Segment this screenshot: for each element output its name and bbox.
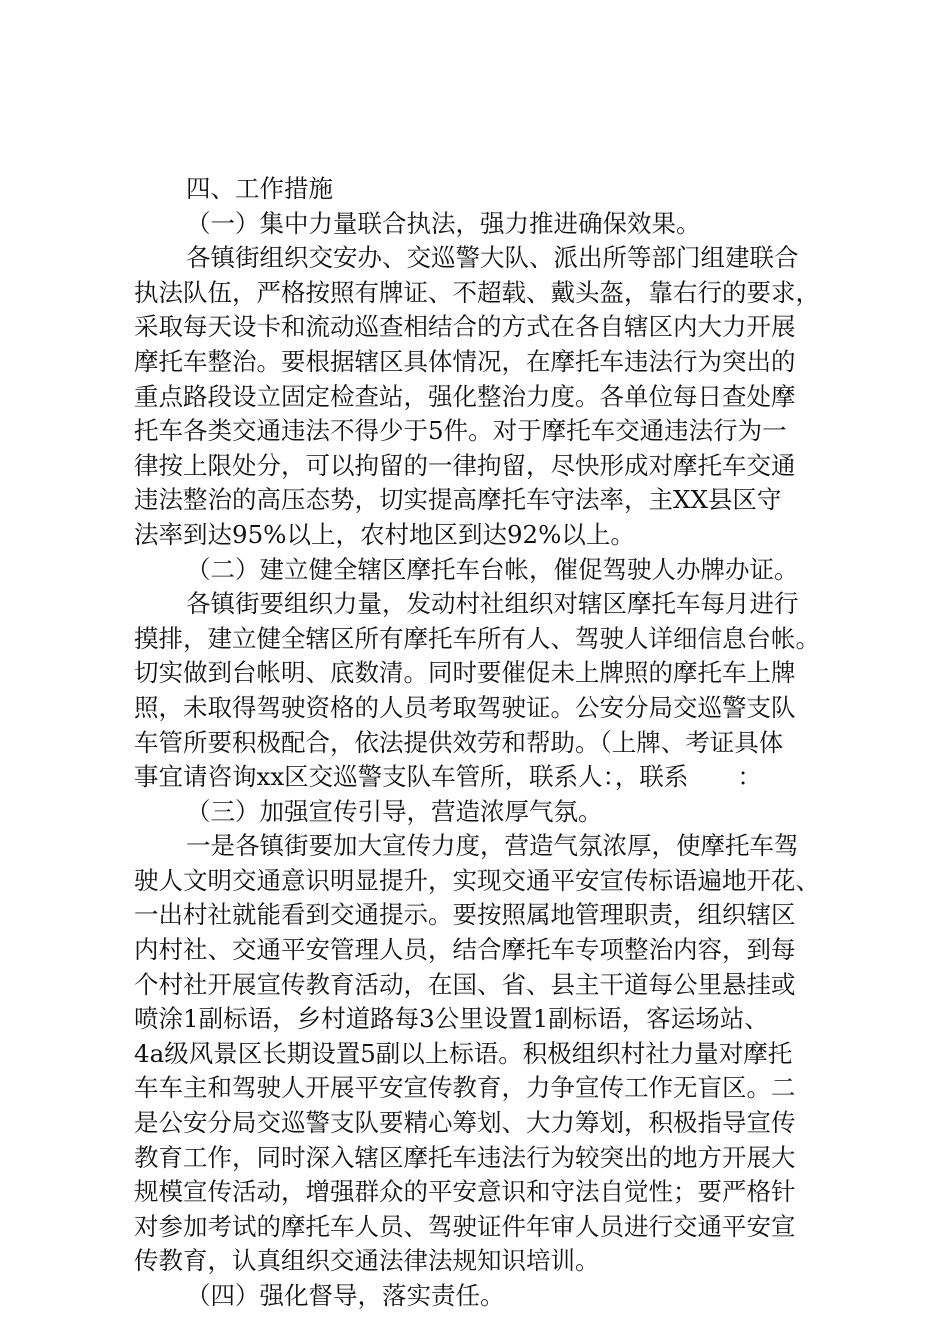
paragraph-line: 执法队伍，严格按照有牌证、不超载、戴头盔，靠右行的要求，	[134, 277, 820, 307]
paragraph-line-indented: 各镇街要组织力量，发动村社组织对辖区摩托车每月进行	[186, 589, 799, 619]
paragraph-line: 采取每天设卡和流动巡查相结合的方式在各自辖区内大力开展	[134, 312, 796, 342]
paragraph-line: 驶人文明交通意识明显提升，实现交通平安宣传标语遍地开花、	[134, 865, 820, 895]
paragraph-line: 是公安分局交巡警支队要精心筹划、大力筹划，积极指导宣传	[134, 1108, 796, 1138]
paragraph-line-indented: （一）集中力量联合执法，强力推进确保效果。	[186, 208, 701, 238]
paragraph-line: 车车主和驾驶人开展平安宣传教育，力争宣传工作无盲区。二	[134, 1073, 796, 1103]
paragraph-line: 4a级风景区长期设置5副以上标语。积极组织村社力量对摩托	[134, 1038, 793, 1068]
paragraph-line-indented: 一是各镇街要加大宣传力度，营造气氛浓厚，使摩托车驾	[186, 831, 799, 861]
paragraph-line: 重点路段设立固定检查站，强化整治力度。各单位每日查处摩	[134, 381, 796, 411]
paragraph-line: 规模宣传活动，增强群众的平安意识和守法自觉性；要严格针	[134, 1177, 796, 1207]
paragraph-line: 事宜请咨询xx区交巡警支队车管所，联系人：，联系 ：	[134, 762, 762, 792]
document-body	[134, 172, 824, 1314]
paragraph-line-indented: 各镇街组织交安办、交巡警大队、派出所等部门组建联合	[186, 243, 799, 273]
paragraph-line: 内村社、交通平安管理人员，结合摩托车专项整治内容，到每	[134, 935, 796, 965]
paragraph-line: 对参加考试的摩托车人员、驾驶证件年审人员进行交通平安宣	[134, 1211, 796, 1241]
paragraph-line: 车管所要积极配合，依法提供效劳和帮助。（上牌、考证具体	[134, 727, 784, 757]
paragraph-line: 照，未取得驾驶资格的人员考取驾驶证。公安分局交巡警支队	[134, 692, 796, 722]
paragraph-line: 托车各类交通违法不得少于5件。对于摩托车交通违法行为一	[134, 416, 787, 446]
paragraph-line: 传教育，认真组织交通法律法规知识培训。	[134, 1246, 600, 1276]
paragraph-line-indented: 四、工作措施	[186, 174, 333, 203]
paragraph-line: 法率到达95%以上，农村地区到达92%以上。	[134, 519, 635, 549]
paragraph-line: 一出村社就能看到交通提示。要按照属地管理职责，组织辖区	[134, 900, 796, 930]
paragraph-line: 摩托车整治。要根据辖区具体情况，在摩托车违法行为突出的	[134, 346, 796, 376]
paragraph-line: 违法整治的高压态势，切实提高摩托车守法率，主XX县区守	[134, 485, 782, 515]
paragraph-line: 教育工作，同时深入辖区摩托车违法行为较突出的地方开展大	[134, 1142, 796, 1172]
paragraph-line: 摸排，建立健全辖区所有摩托车所有人、驾驶人详细信息台帐。	[134, 623, 820, 653]
paragraph-line-indented: （四）强化督导，落实责任。	[186, 1281, 505, 1310]
paragraph-line-indented: （三）加强宣传引导，营造浓厚气氛。	[186, 796, 603, 826]
paragraph-line: 切实做到台帐明、底数清。同时要催促未上牌照的摩托车上牌	[134, 658, 796, 688]
paragraph-line-indented: （二）建立健全辖区摩托车台帐，催促驾驶人办牌办证。	[186, 554, 799, 584]
paragraph-line: 喷涂1副标语，乡村道路每3公里设置1副标语，客运场站、	[134, 1004, 769, 1034]
paragraph-line: 律按上限处分，可以拘留的一律拘留，尽快形成对摩托车交通	[134, 450, 796, 480]
paragraph-line: 个村社开展宣传教育活动，在国、省、县主干道每公里悬挂或	[134, 969, 796, 999]
